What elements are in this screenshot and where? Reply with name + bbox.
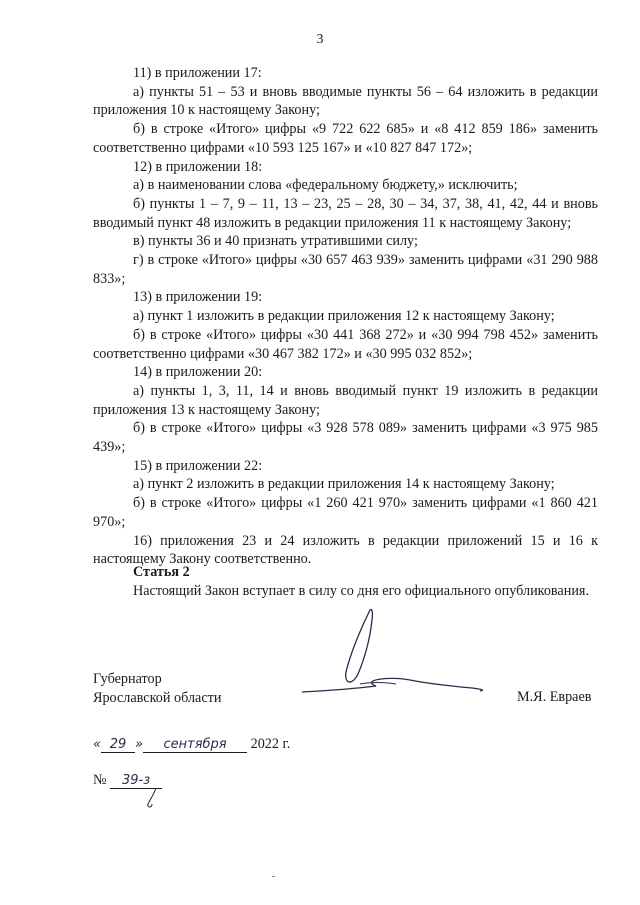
governor-title <box>93 670 221 708</box>
handwritten-mark-icon <box>140 786 170 812</box>
page-number: 3 <box>316 32 324 47</box>
article-heading: Статья 2 <box>133 564 190 580</box>
list-item: б) в строке «Итого» цифры «30 441 368 272» и «30 994 798 452» заменить соответственно цифрами «30 467 382 172» и «30 995 032 852»; <box>93 326 598 362</box>
list-item: г) в строке «Итого» цифры «30 657 463 939» заменить цифрами «31 290 988 833»; <box>93 252 598 287</box>
governor-name: М.Я. Евраев <box>517 689 592 705</box>
list-item: б) в строке «Итого» цифры «9 722 622 685» и «8 412 859 186» заменить соответственно цифрами «10 593 125 167» и «10 827 847 172»; <box>93 121 598 156</box>
date-month: сентября <box>143 737 247 753</box>
list-item: 13) в приложении 19: <box>133 289 263 306</box>
amendments-list <box>93 64 598 569</box>
governor-title-line2: Ярославской области <box>93 690 222 706</box>
date-day: 29 <box>101 737 135 753</box>
list-item: б) в строке «Итого» цифры «3 928 578 089» заменить цифрами «3 975 985 439»; <box>93 420 598 456</box>
governor-title-line1: Губернатор <box>93 671 162 687</box>
signing-date <box>93 736 290 753</box>
list-item: а) пункт 1 изложить в редакции приложения 12 к настоящему Закону; <box>133 308 555 325</box>
date-year: 2022 г. <box>250 736 291 752</box>
list-item: 16) приложения 23 и 24 изложить в редакции приложений 15 и 16 к настоящему Закону соответственно. <box>93 532 598 568</box>
date-open-quote: « <box>93 737 102 752</box>
list-item: а) пункт 2 изложить в редакции приложения 14 к настоящему Закону; <box>133 476 555 493</box>
article-text: Настоящий Закон вступает в силу со дня его официального опубликования. <box>133 583 589 599</box>
list-item: б) пункты 1 – 7, 9 – 11, 13 – 23, 25 – 28, 30 – 34, 37, 38, 41, 42, 44 и вновь вводимый пункт 48 изложить в редакции приложения 11 к настоящему Закону; <box>93 195 598 231</box>
number-value: 39-з <box>110 773 162 789</box>
list-item: а) в наименовании слова «федеральному бюджету,» исключить; <box>133 177 518 194</box>
number-prefix: № <box>93 772 107 788</box>
list-item: 12) в приложении 18: <box>133 158 263 175</box>
list-item: а) пункты 51 – 53 и вновь вводимые пункты 56 – 64 изложить в редакции приложения 10 к настоящему Закону; <box>93 83 598 119</box>
list-item: а) пункты 1, 3, 11, 14 и вновь вводимый пункт 19 изложить в редакции приложения 13 к настоящему Закону; <box>93 382 598 418</box>
list-item: б) в строке «Итого» цифры «1 260 421 970» заменить цифрами «1 860 421 970»; <box>93 495 598 530</box>
list-item: в) пункты 36 и 40 признать утратившими силу; <box>133 233 418 250</box>
list-item: 14) в приложении 20: <box>133 364 263 381</box>
list-item: 15) в приложении 22: <box>133 457 263 474</box>
scan-artifact <box>272 876 275 877</box>
date-close-quote: » <box>135 737 144 752</box>
list-item: 11) в приложении 17: <box>133 65 262 81</box>
